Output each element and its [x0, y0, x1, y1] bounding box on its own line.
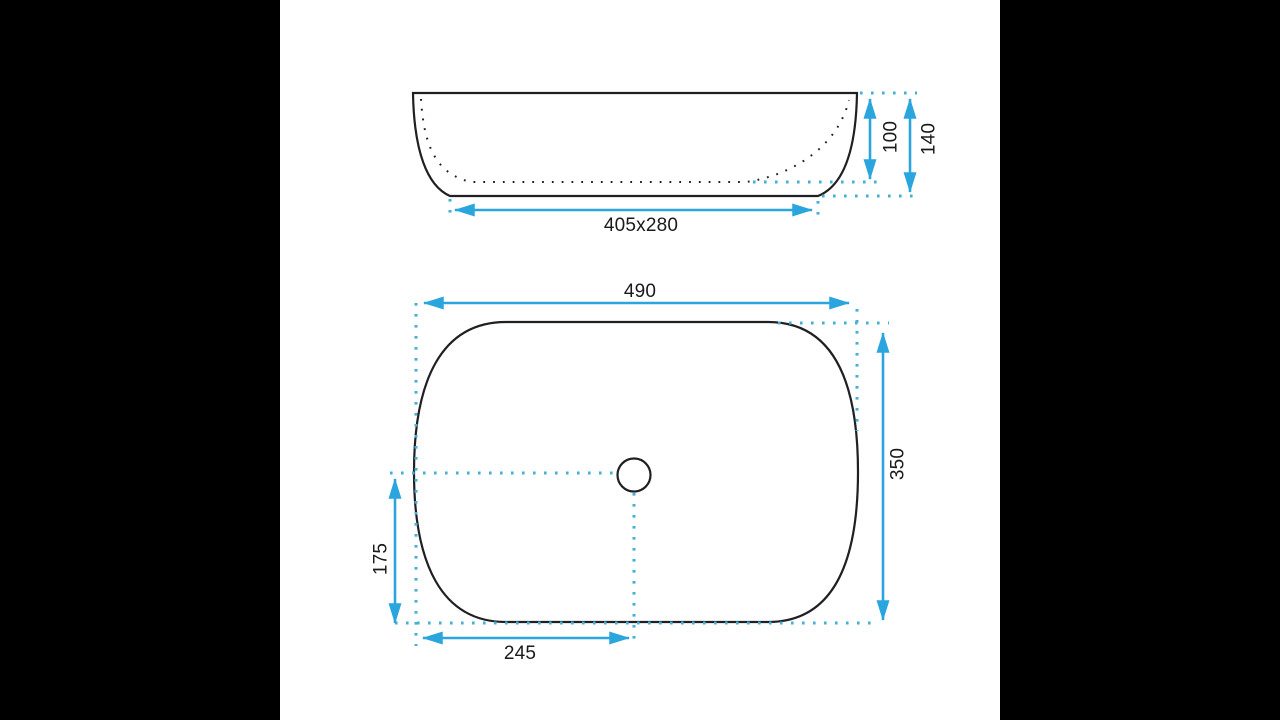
- dim-label-overall-height: 140: [918, 122, 940, 156]
- dim-label-base: 405x280: [603, 215, 679, 236]
- dim-label-drain-offset-vertical: 175: [370, 542, 392, 576]
- dim-label-drain-offset-horizontal: 245: [503, 643, 537, 664]
- washbasin-technical-drawing: [280, 0, 1000, 720]
- drawing-canvas: [280, 0, 1000, 720]
- dim-label-inner-height: 100: [880, 120, 902, 154]
- side-view: [413, 93, 940, 236]
- dim-label-overall-width: 490: [623, 281, 657, 302]
- dim-label-overall-depth: 350: [887, 447, 909, 481]
- top-view: [371, 281, 909, 664]
- side-view-outer-outline: [413, 93, 857, 196]
